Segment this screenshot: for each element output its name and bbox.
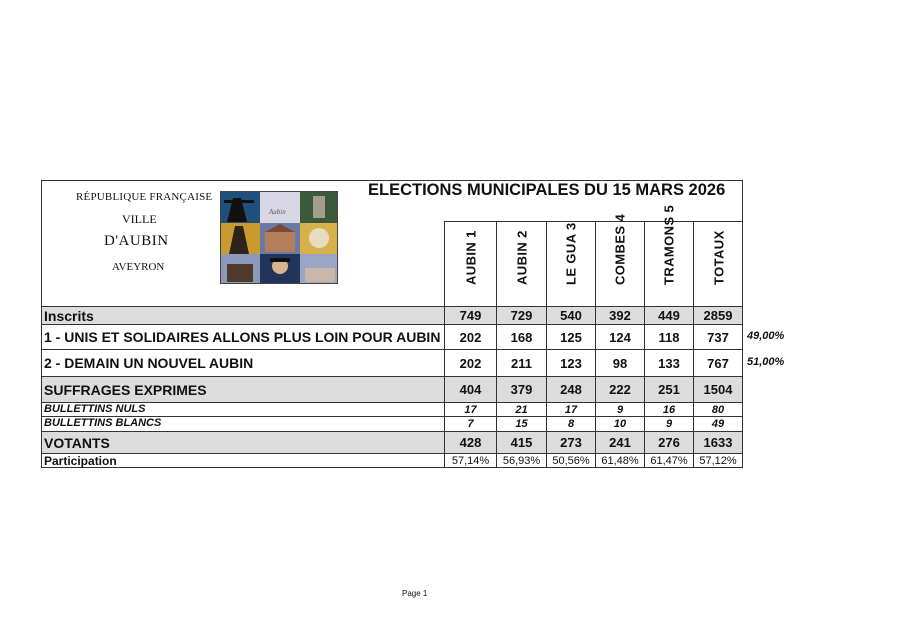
results-sheet [41,180,743,468]
election-title: ELECTIONS MUNICIPALES DU 15 MARS 2026 [368,181,726,199]
table-row-votants: VOTANTS 428 415 273 241 276 1633 [42,431,742,453]
table-row-inscrits: Inscrits 749 729 540 392 449 2859 [42,306,742,324]
table-row-liste-1: 1 - UNIS ET SOLIDAIRES ALLONS PLUS LOIN POUR AUBIN 202 168 125 124 118 737 [42,324,742,349]
col-header-combes-4: COMBES 4 [595,221,644,306]
liste-1-percentage: 49,00% [747,330,785,342]
table-row-suffrages-exprimes: SUFFRAGES EXPRIMES 404 379 248 222 251 1504 [42,376,742,402]
col-header-aubin-1: AUBIN 1 [444,221,496,306]
liste-2-percentage: 51,00% [747,356,785,368]
page-number: Page 1 [402,589,428,598]
table-row-participation: Participation 57,14% 56,93% 50,56% 61,48% 61,47% 57,12% [42,453,742,468]
sheet-header [42,181,742,306]
town-logo-collage [220,191,338,284]
republique-label: RÉPUBLIQUE FRANÇAISE [76,191,213,203]
ville-label: VILLE [122,212,157,226]
svg-text:Aubin: Aubin [269,208,286,216]
col-header-le-gua-3: LE GUA 3 [546,221,595,306]
table-row-liste-2: 2 - DEMAIN UN NOUVEL AUBIN 202 211 123 98 133 767 [42,349,742,376]
table-row-bulletins-blancs: BULLETTINS BLANCS 7 15 8 10 9 49 [42,416,742,431]
table-row-bulletins-nuls: BULLETTINS NULS 17 21 17 9 16 80 [42,402,742,416]
commune-name: D'AUBIN [104,233,169,249]
col-header-tramons-5: TRAMONS 5 [644,221,693,306]
departement-label: AVEYRON [112,261,165,273]
col-header-aubin-2: AUBIN 2 [496,221,546,306]
col-header-totaux: TOTAUX [693,221,743,306]
